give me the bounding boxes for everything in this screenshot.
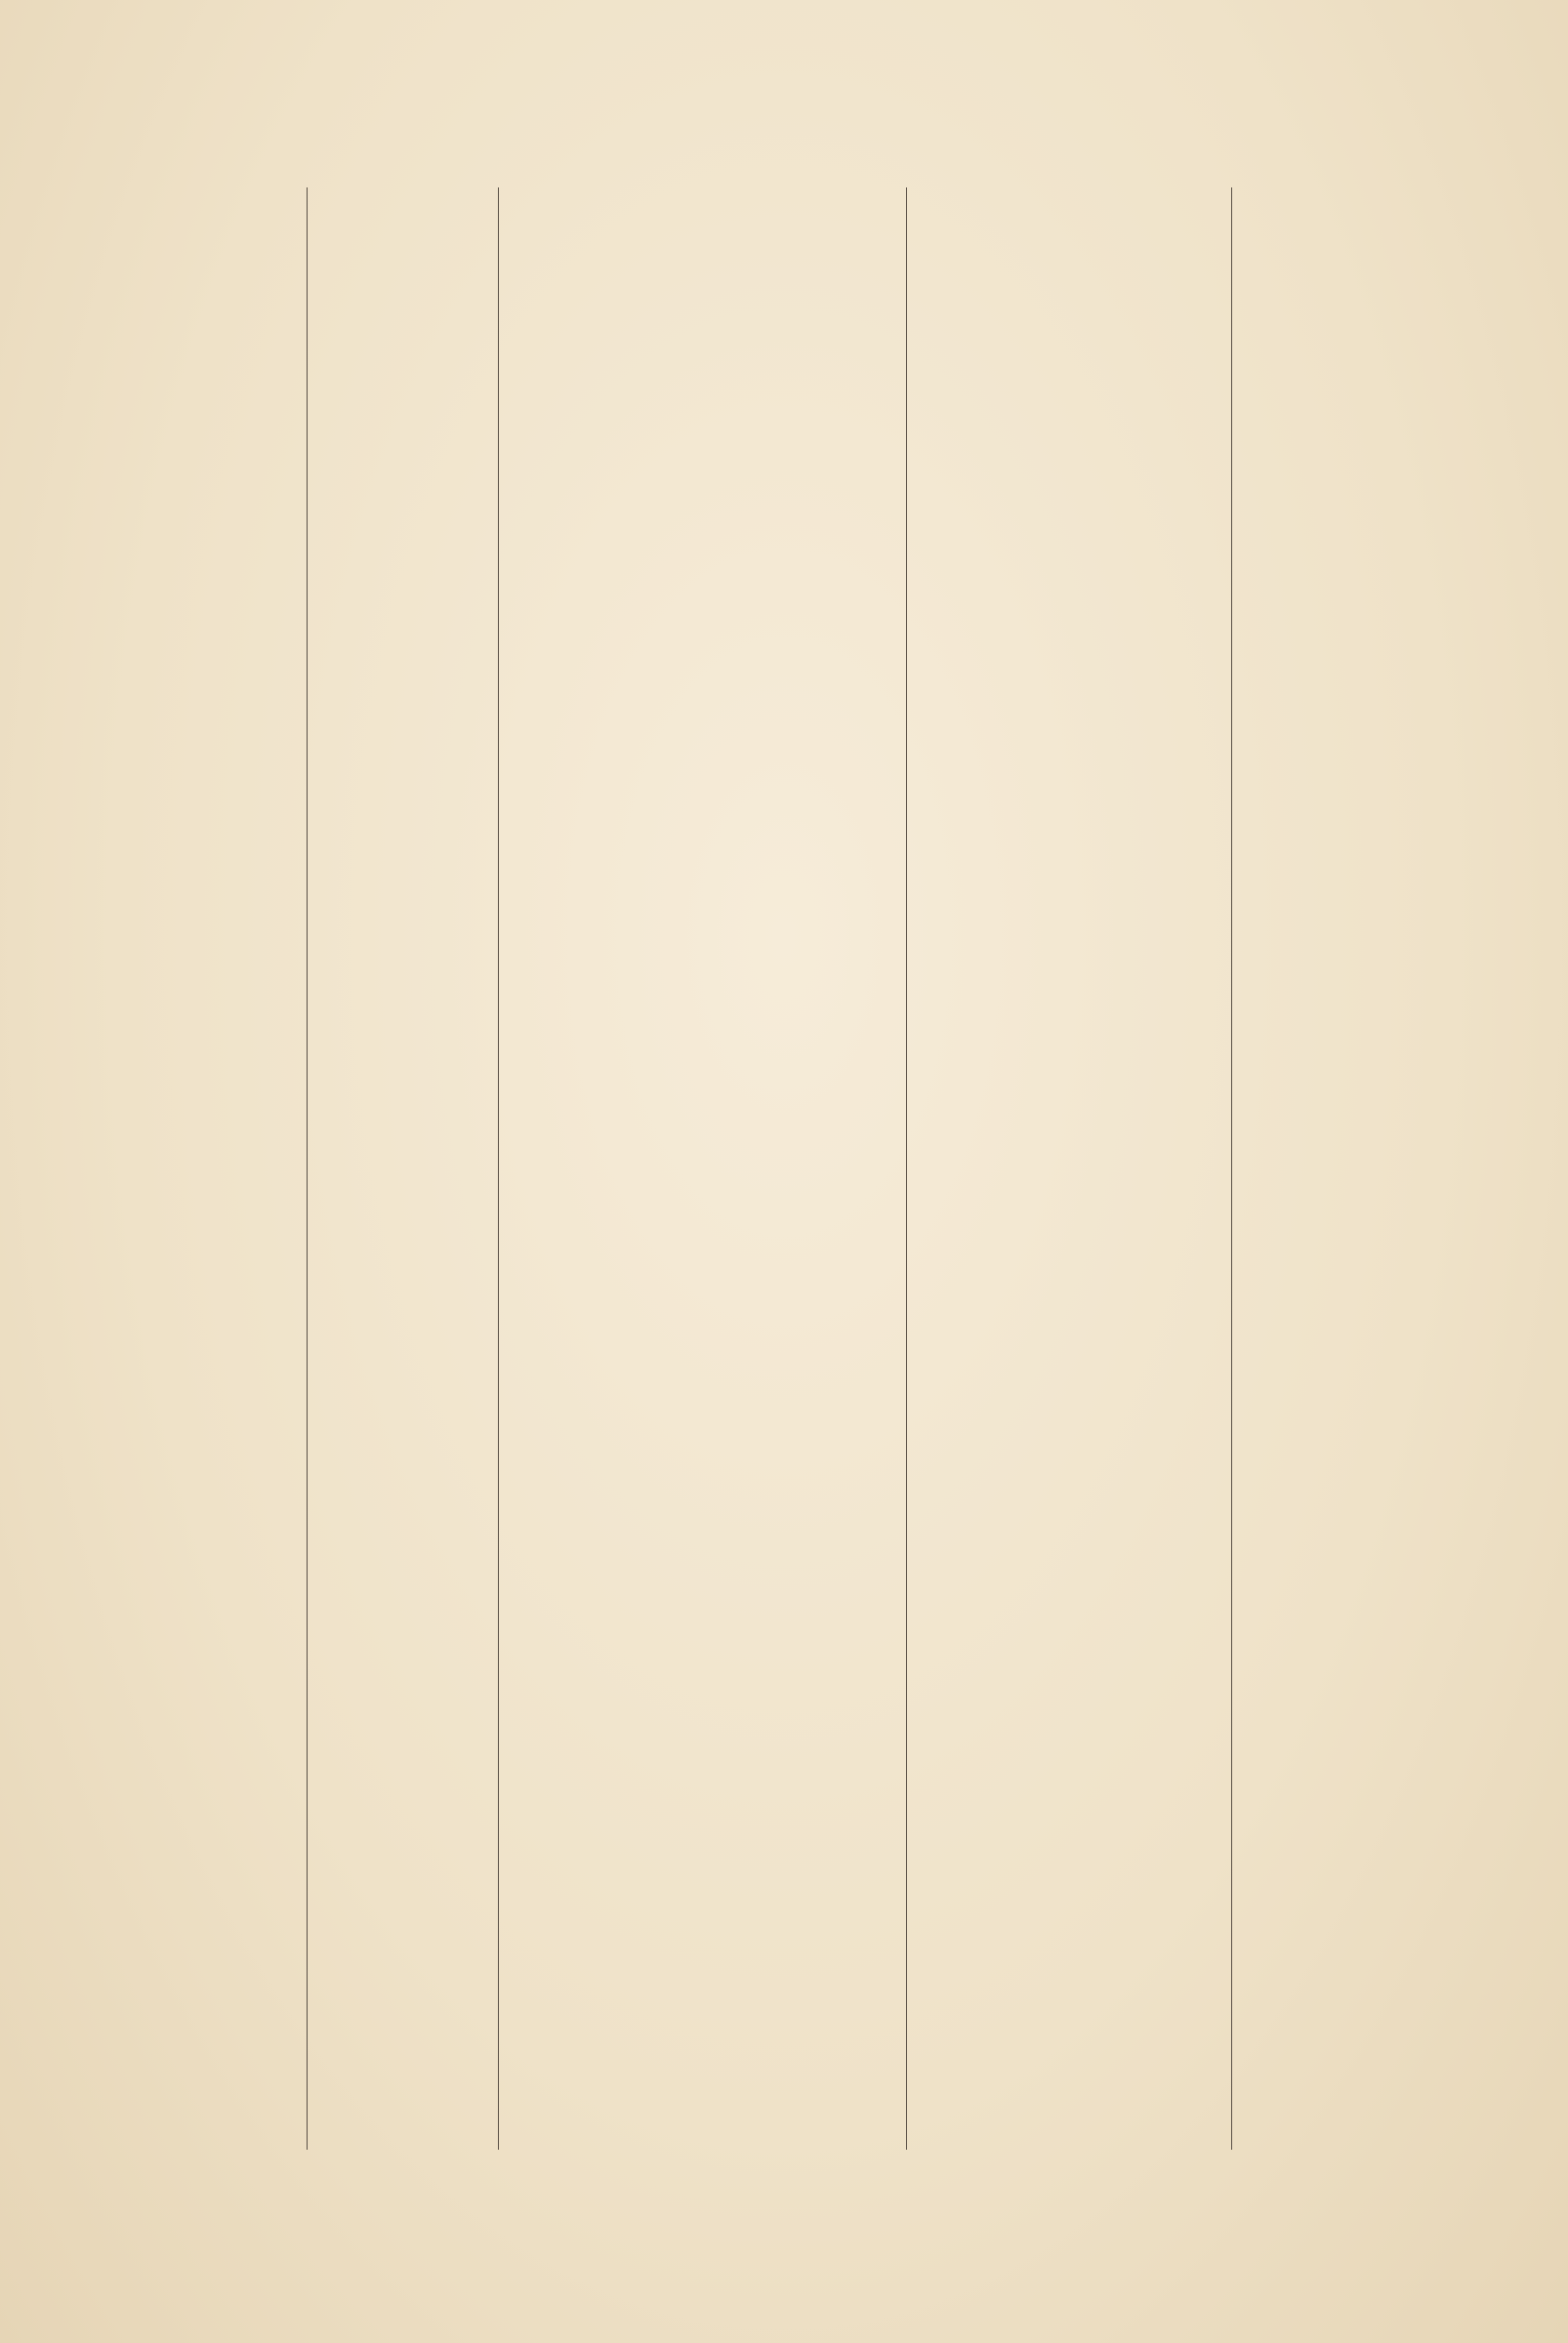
column-rule-1 xyxy=(307,187,308,2150)
page-header xyxy=(0,127,1568,185)
column-rule-3 xyxy=(906,187,907,2150)
column-rule-4 xyxy=(1231,187,1232,2150)
column-rule-2 xyxy=(498,187,499,2150)
